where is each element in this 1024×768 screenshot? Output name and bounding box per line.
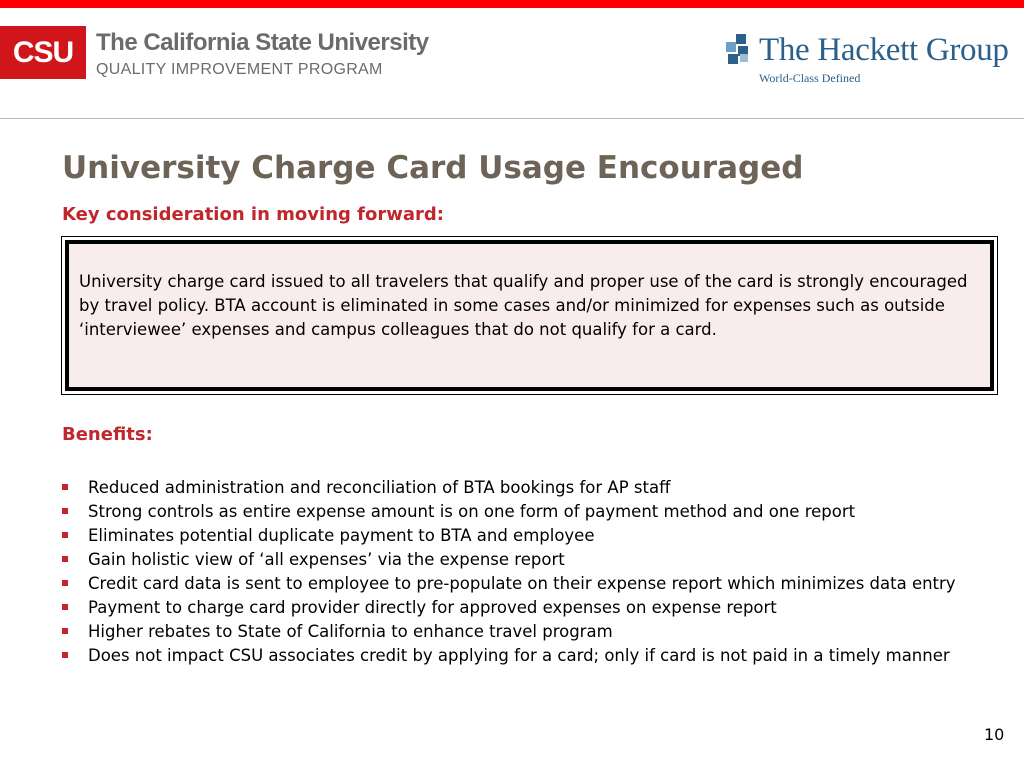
- benefits-list: [62, 476, 967, 668]
- square-bullet-icon: [62, 556, 68, 562]
- benefit-item: [62, 476, 967, 500]
- square-bullet-icon: [62, 532, 68, 538]
- hackett-tagline: World-Class Defined: [759, 71, 861, 85]
- square-bullet-icon: [62, 652, 68, 658]
- benefit-item: [62, 620, 967, 644]
- csu-logo-text: CSU: [12, 35, 74, 69]
- benefit-text: Payment to charge card provider directly for approved expenses on expense report: [88, 598, 777, 617]
- top-accent-bar: [0, 0, 1024, 8]
- benefit-item: [62, 500, 967, 524]
- hackett-logo-icon: [726, 34, 754, 64]
- square-bullet-icon: [62, 628, 68, 634]
- benefit-text: Reduced administration and reconciliation of BTA bookings for AP staff: [88, 478, 671, 497]
- benefit-text: Strong controls as entire expense amount is on one form of payment method and one report: [88, 502, 856, 521]
- page-number: 10: [984, 725, 1005, 744]
- benefit-item: [62, 524, 967, 548]
- csu-subtitle: QUALITY IMPROVEMENT PROGRAM: [96, 61, 383, 78]
- benefit-text: Does not impact CSU associates credit by applying for a card; only if card is not paid in a timely manner: [88, 646, 950, 665]
- slide-title: University Charge Card Usage Encouraged: [62, 150, 804, 186]
- benefit-item: [62, 548, 967, 572]
- benefit-item: [62, 572, 967, 596]
- square-bullet-icon: [62, 508, 68, 514]
- csu-logo: [0, 26, 86, 79]
- key-consideration-callout: [61, 236, 998, 395]
- square-bullet-icon: [62, 604, 68, 610]
- benefit-text: Higher rebates to State of California to enhance travel program: [88, 622, 613, 641]
- benefit-item: [62, 596, 967, 620]
- key-consideration-text: University charge card issued to all travelers that qualify and proper use of the card is strongly encouraged by travel policy. BTA account is eliminated in some cases and/or minimized for expenses such as outside ‘interviewee’ expenses and campus colleagues that do not qualify for a card.: [79, 272, 968, 339]
- benefit-text: Gain holistic view of ‘all expenses’ via the expense report: [88, 550, 565, 569]
- square-bullet-icon: [62, 580, 68, 586]
- key-consideration-heading: Key consideration in moving forward:: [62, 204, 444, 225]
- benefit-text: Eliminates potential duplicate payment to BTA and employee: [88, 526, 595, 545]
- square-bullet-icon: [62, 484, 68, 490]
- benefit-text: Credit card data is sent to employee to pre-populate on their expense report which minimizes data entry: [88, 574, 956, 593]
- callout-inner-box: [65, 240, 994, 391]
- header-divider: [0, 118, 1024, 119]
- hackett-group-name: The Hackett Group: [759, 32, 1009, 68]
- benefit-item: [62, 644, 967, 668]
- benefits-heading: Benefits:: [62, 424, 153, 445]
- csu-title: The California State University: [96, 29, 429, 56]
